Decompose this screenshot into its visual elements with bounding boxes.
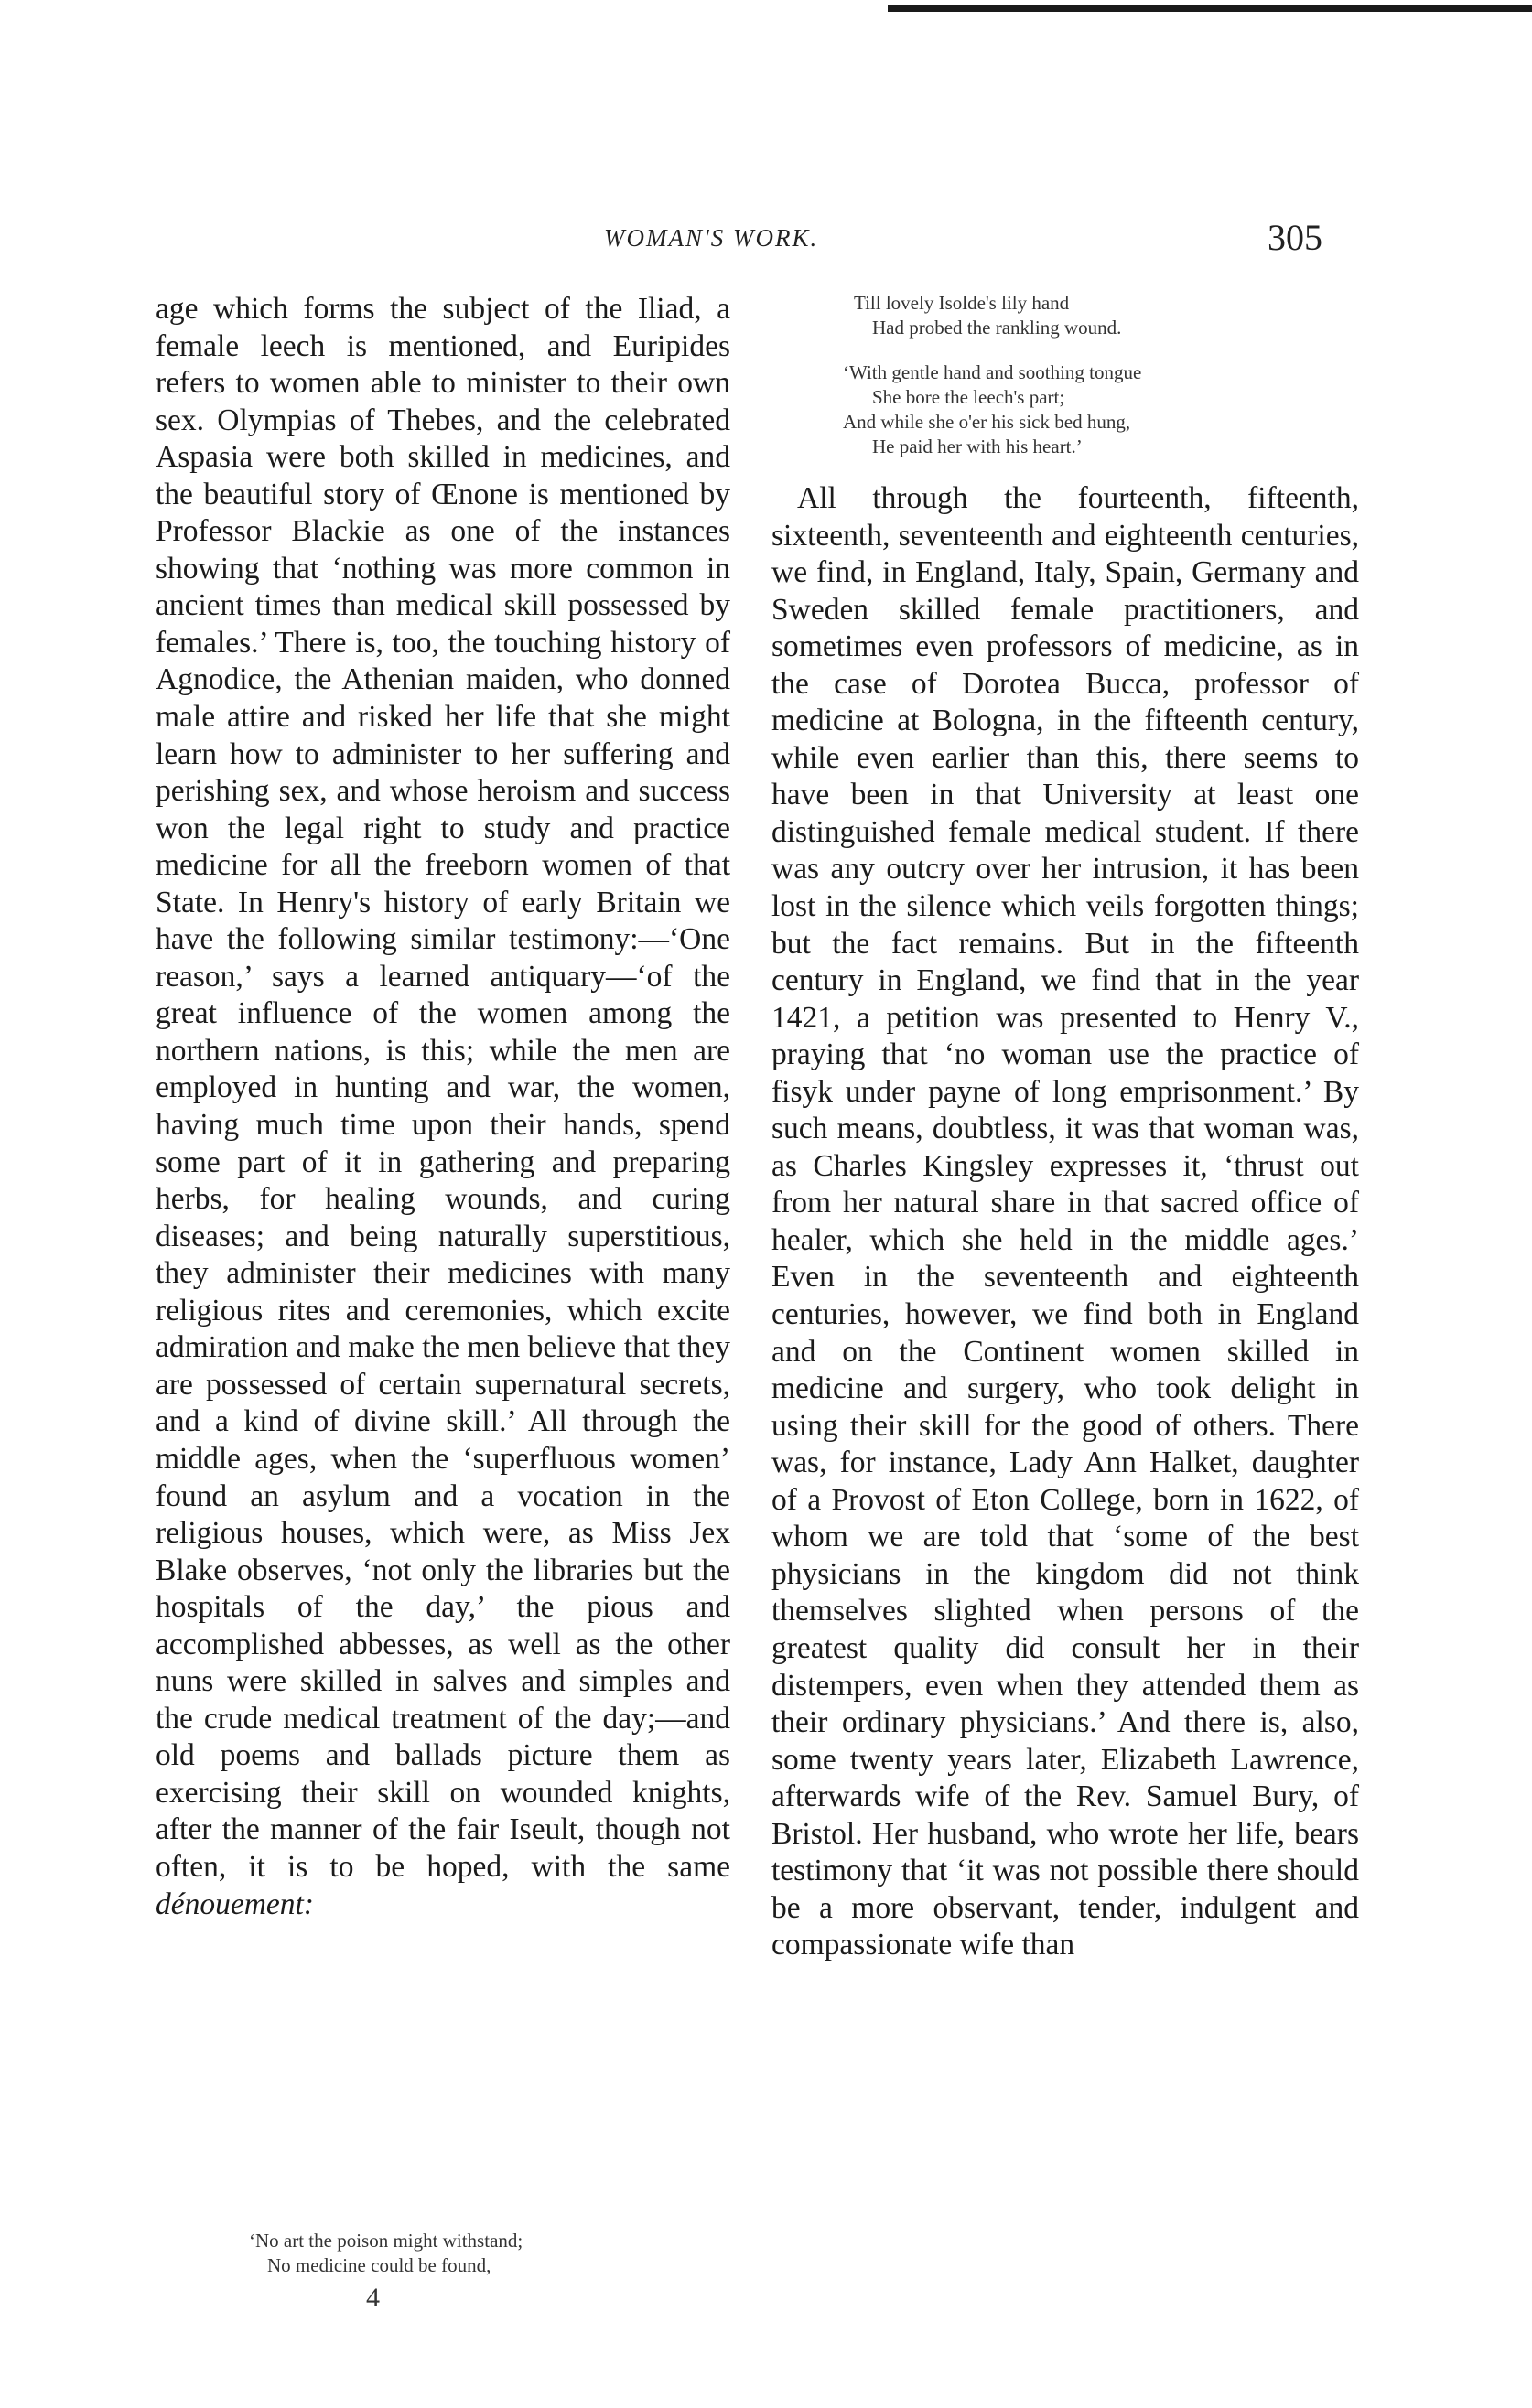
italic-phrase: dénouement: [156, 1887, 315, 1921]
verse-top-right [854, 291, 1121, 340]
verse-second-right [843, 360, 1141, 459]
left-column-paragraph [156, 291, 730, 1923]
verse-line: And while she o'er his sick bed hung, [843, 411, 1131, 433]
page-number: 305 [1268, 217, 1322, 258]
running-title: WOMAN'S WORK. [604, 224, 819, 252]
verse-line: Till lovely Isolde's lily hand [854, 292, 1070, 314]
top-rule [888, 5, 1532, 12]
verse-line: She bore the leech's part; [872, 386, 1065, 408]
verse-bottom-left [249, 2229, 523, 2278]
verse-line: Had probed the rankling wound. [872, 317, 1122, 339]
verse-line: He paid her with his heart.’ [872, 435, 1083, 457]
left-column [156, 291, 730, 1923]
right-column [771, 480, 1359, 1964]
right-column-paragraph: All through the fourteenth, fifteenth, sixteenth, seventeenth and eighteenth centuries, we find, in England, Italy, Spain, Germany and Sweden skilled female practitioners, and sometimes even professors of medicine, as in the case of Dorotea Bucca, professor of medicine at Bologna, in the fifteenth century, while even earlier than this, there seems to have been in that University at least one distinguished female medical student. If there was any outcry over her intrusion, it has been lost in the silence which veils forgotten things; but the fact remains. But in the fifteenth century in England, we find that in the year 1421, a petition was presented to Henry V., praying that ‘no woman use the practice of fisyk under payne of long emprisonment.’ By such means, doubtless, it was that woman was, as Charles Kingsley expresses it, ‘thrust out from her natural share in that sacred office of healer, which she held in the middle ages.’ Even in the seventeenth and eighteenth centuries, however, we find both in England and on the Continent women skilled in medicine and surgery, who took delight in using their skill for the good of others. There was, for instance, Lady Ann Halket, daughter of a Provost of Eton College, born in 1622, of whom we are told that ‘some of the best physicians in the kingdom did not think themselves slighted when persons of the greatest quality did consult her in their distempers, even when they attended them as their ordinary physicians.’ And there is, also, some twenty years later, Elizabeth Lawrence, afterwards wife of the Rev. Samuel Bury, of Bristol. Her husband, who wrote her life, bears testimony that ‘it was not possible there should be a more observant, tender, indulgent and compassionate wife than [771, 481, 1359, 1962]
verse-line: ‘With gentle hand and soothing tongue [843, 361, 1142, 383]
verse-line: ‘No art the poison might withstand; [249, 2230, 523, 2252]
left-column-text: age which forms the subject of the Iliad, a female leech is mentioned, and Euripides refers to women able to minister to their own sex. Olympias of Thebes, and the celebrated Aspasia were both skilled in medicines, and the beautiful story of Œnone is mentioned by Professor Blackie as one of the instances showing that ‘nothing was more common in ancient times than medical skill possessed by females.’ There is, too, the touching history of Agnodice, the Athenian maiden, who donned male attire and risked her life that she might learn how to administer to her suffering and perishing sex, and whose heroism and success won the legal right to study and practice medicine for all the freeborn women of that State. In Henry's history of early Britain we have the following similar testimony:—‘One reason,’ says a learned antiquary—‘of the great influence of the women among the northern nations, is this; while the men are employed in hunting and war, the women, having much time upon their hands, spend some part of it in gathering and preparing herbs, for healing wounds, and curing diseases; and being naturally superstitious, they administer their medicines with many religious rites and ceremonies, which excite admiration and make the men believe that they are possessed of certain supernatural secrets, and a kind of divine skill.’ All through the middle ages, when the ‘superfluous women’ found an asylum and a vocation in the religious houses, which were, as Miss Jex Blake observes, ‘not only the libraries but the hospitals of the day,’ the pious and accomplished abbesses, as well as the other nuns were skilled in salves and simples and the crude medical treatment of the day;—and old poems and ballads picture them as exercising their skill on wounded knights, after the manner of the fair Iseult, though not often, it is to be hoped, with the same [156, 292, 730, 1884]
signature-mark: 4 [366, 2283, 380, 2313]
verse-line: No medicine could be found, [267, 2254, 491, 2276]
